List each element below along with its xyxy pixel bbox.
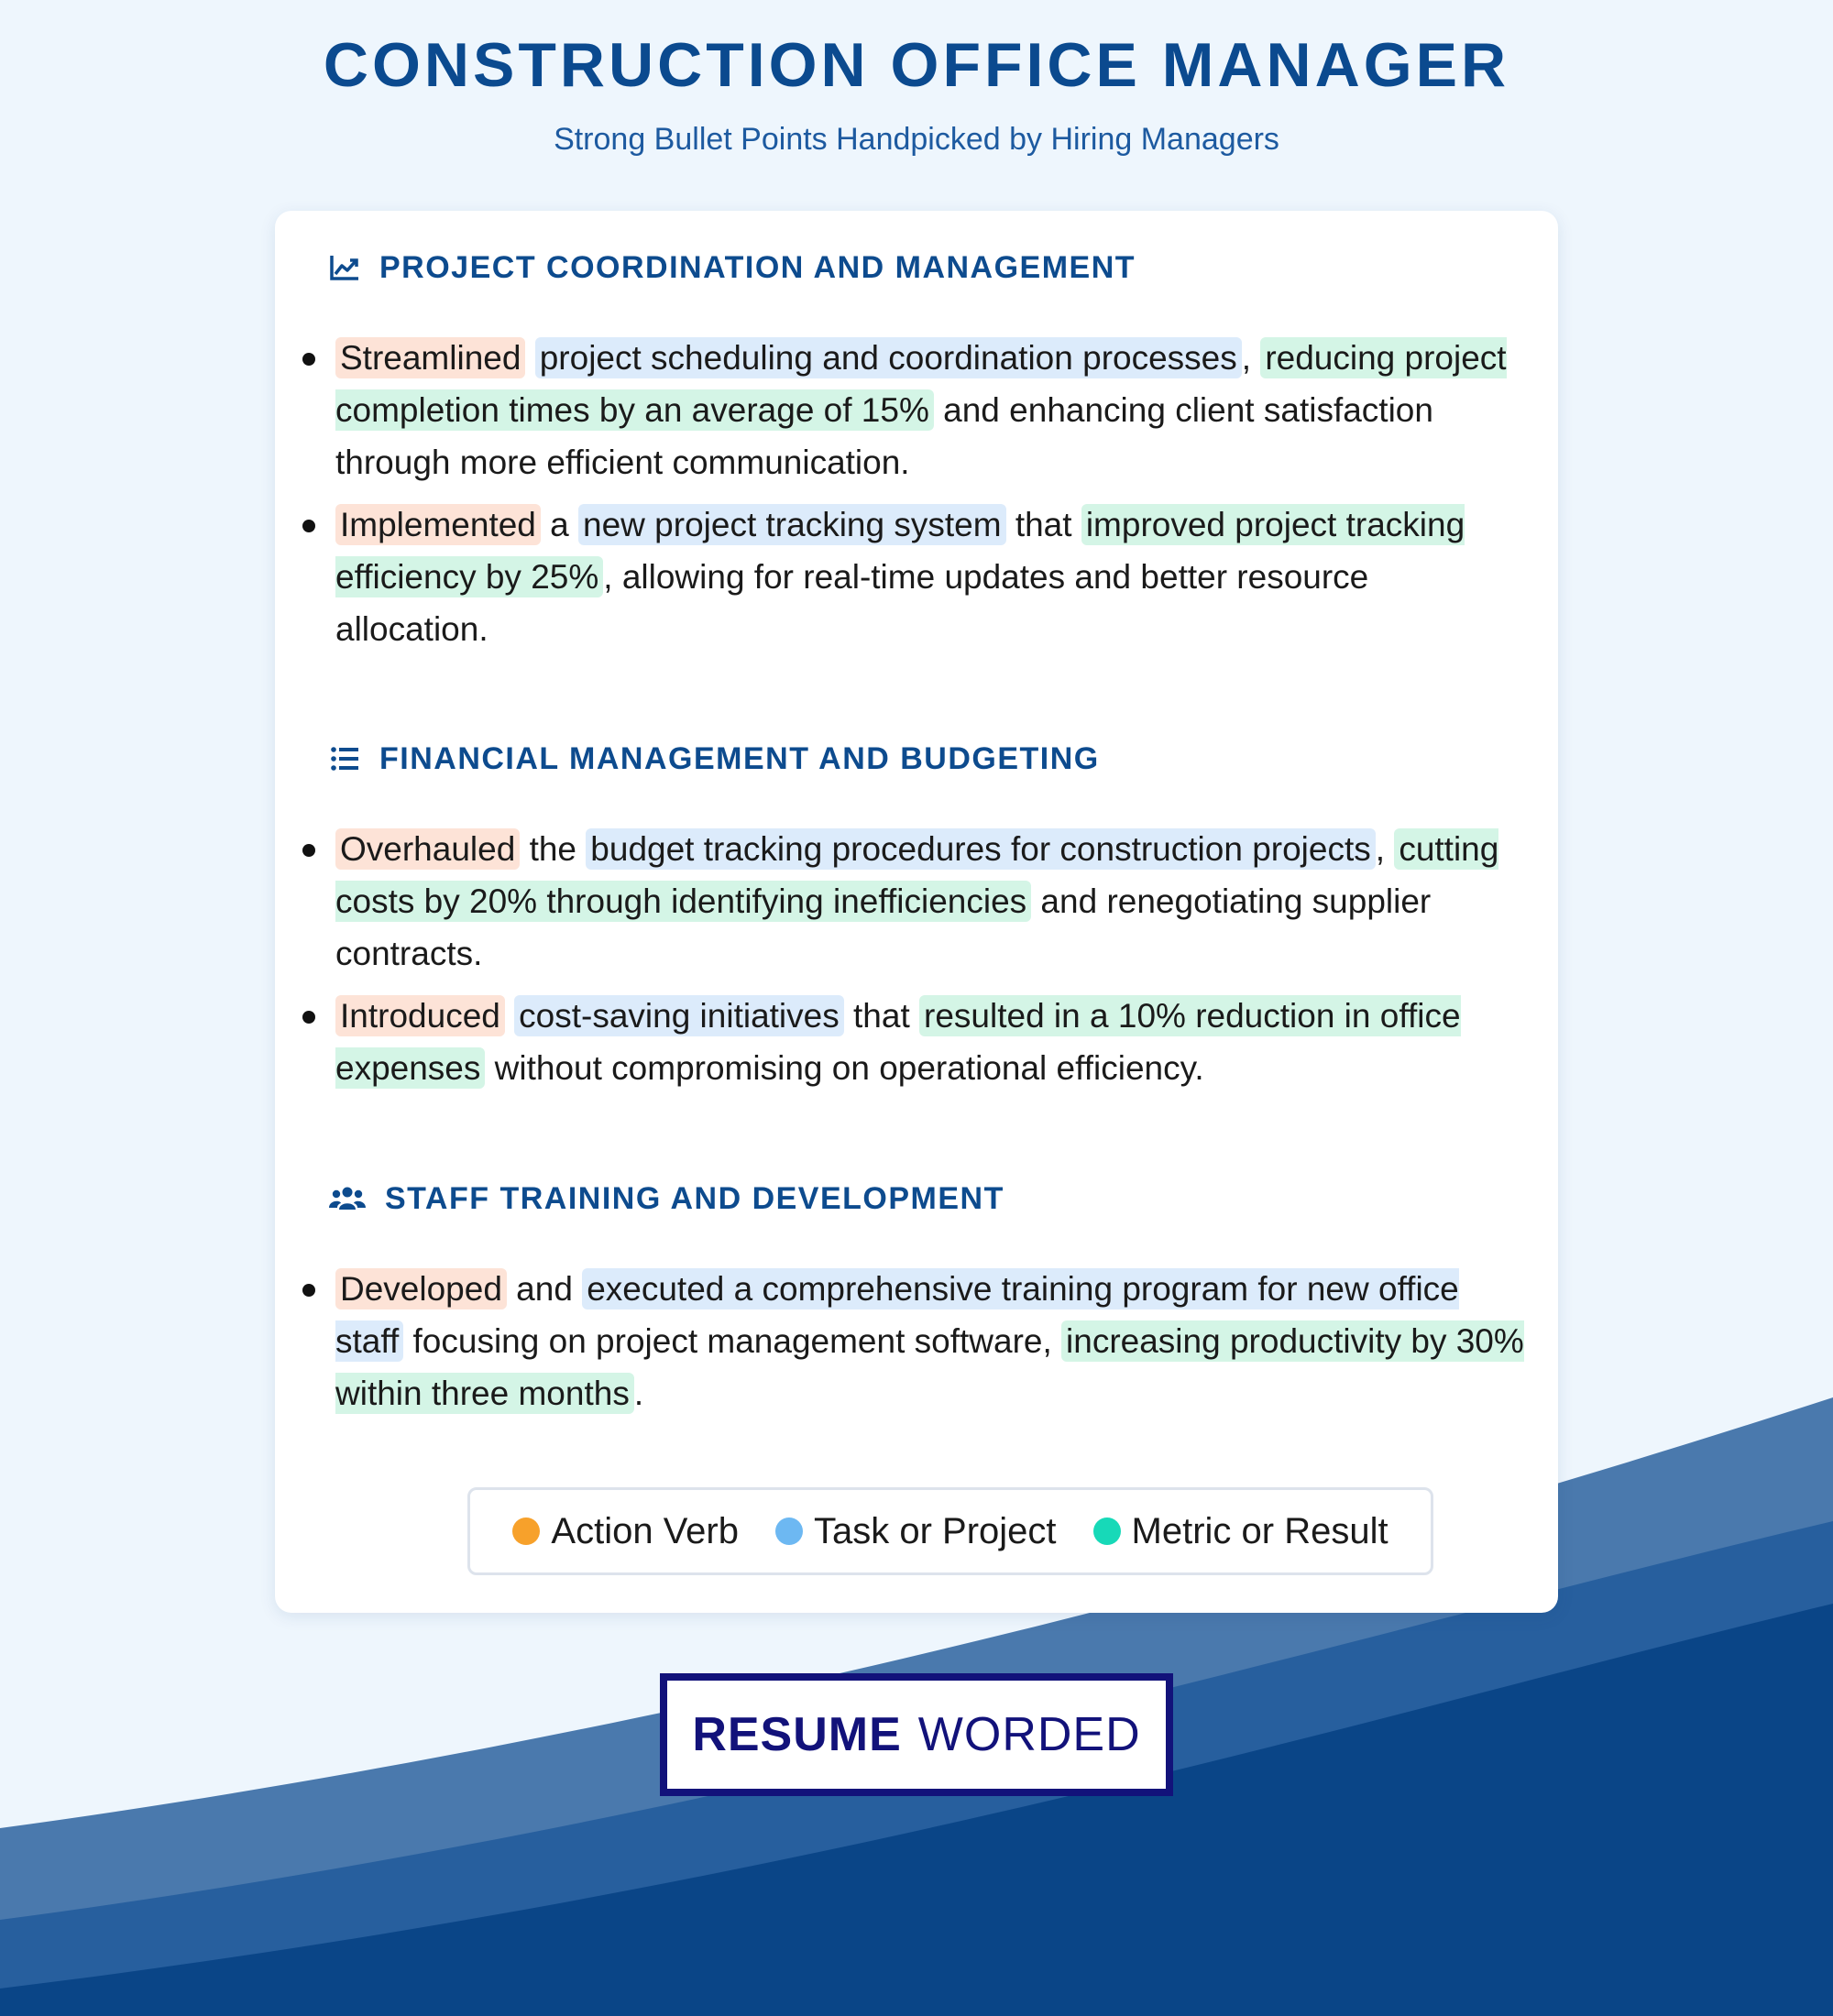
legend-task-project bbox=[775, 1511, 1057, 1552]
bullet-text bbox=[335, 823, 1527, 980]
section-title: PROJECT COORDINATION AND MANAGEMENT bbox=[379, 249, 1136, 285]
page-title: CONSTRUCTION OFFICE MANAGER bbox=[323, 30, 1510, 100]
section-title: FINANCIAL MANAGEMENT AND BUDGETING bbox=[379, 740, 1100, 776]
section-title: STAFF TRAINING AND DEVELOPMENT bbox=[385, 1180, 1004, 1216]
legend-metric-result bbox=[1093, 1511, 1388, 1552]
plain-text bbox=[505, 997, 514, 1035]
action-verb-dot bbox=[512, 1517, 540, 1545]
legend-label: Action Verb bbox=[551, 1510, 739, 1551]
highlight-legend bbox=[467, 1487, 1433, 1575]
metric-highlight: cutting costs by 20% through identifying inefficiencies bbox=[335, 830, 1499, 920]
bullet-text bbox=[335, 1263, 1527, 1419]
task-highlight: executed a comprehensive training program for new office staff bbox=[335, 1270, 1459, 1360]
action-verb-highlight: Introduced bbox=[335, 995, 505, 1036]
line-chart-icon bbox=[328, 251, 361, 284]
plain-text: and renegotiating supplier contracts. bbox=[335, 882, 1432, 972]
action-verb-highlight: Streamlined bbox=[335, 337, 525, 378]
metric-dot bbox=[1093, 1517, 1121, 1545]
plain-text: . bbox=[633, 1375, 644, 1412]
action-verb-highlight: Implemented bbox=[335, 504, 541, 545]
section-header bbox=[328, 1180, 1004, 1217]
bullet-marker bbox=[302, 353, 315, 366]
task-highlight: new project tracking system bbox=[578, 504, 1006, 545]
plain-text: , allowing for real-time updates and better resource allocation. bbox=[335, 558, 1369, 648]
plain-text: a bbox=[540, 506, 579, 543]
bullet-marker bbox=[302, 1011, 315, 1024]
task-highlight: budget tracking procedures for construction projects bbox=[586, 828, 1375, 870]
bullet-text bbox=[335, 332, 1527, 488]
metric-highlight: reducing project completion times by an average of 15% bbox=[335, 339, 1507, 429]
plain-text: and enhancing client satisfaction through more efficient communication. bbox=[335, 391, 1433, 481]
plain-text: , bbox=[1241, 339, 1261, 377]
task-highlight: project scheduling and coordination processes bbox=[535, 337, 1242, 378]
action-verb-highlight: Overhauled bbox=[335, 828, 520, 870]
logo-bold-text: RESUME bbox=[692, 1708, 902, 1761]
plain-text: without compromising on operational efficiency. bbox=[485, 1049, 1204, 1087]
section-header bbox=[328, 740, 1100, 777]
list-icon bbox=[328, 742, 361, 775]
task-dot bbox=[775, 1517, 803, 1545]
legend-label: Metric or Result bbox=[1131, 1510, 1388, 1551]
bullet-marker bbox=[302, 520, 315, 532]
section-header bbox=[328, 249, 1136, 286]
legend-action-verb bbox=[512, 1511, 739, 1552]
plain-text: that bbox=[1005, 506, 1081, 543]
bullet-points-card bbox=[275, 211, 1558, 1613]
logo-light-text: WORDED bbox=[917, 1708, 1141, 1761]
plain-text: the bbox=[520, 830, 587, 868]
bullet-text bbox=[335, 990, 1527, 1094]
bullet-text bbox=[335, 499, 1527, 655]
bullet-marker bbox=[302, 1284, 315, 1297]
legend-label: Task or Project bbox=[813, 1510, 1057, 1551]
page-header bbox=[0, 27, 1833, 158]
plain-text: that bbox=[843, 997, 920, 1035]
plain-text: focusing on project management software, bbox=[403, 1322, 1062, 1360]
metric-highlight: resulted in a 10% reduction in office expenses bbox=[335, 997, 1461, 1087]
resume-worded-logo bbox=[660, 1673, 1173, 1796]
metric-highlight: increasing productivity by 30% within three months bbox=[335, 1322, 1524, 1412]
page-subtitle: Strong Bullet Points Handpicked by Hiring Managers bbox=[554, 122, 1279, 157]
plain-text: , bbox=[1375, 830, 1395, 868]
metric-highlight: improved project tracking efficiency by 25% bbox=[335, 506, 1465, 596]
plain-text: and bbox=[506, 1270, 583, 1308]
task-highlight: cost-saving initiatives bbox=[514, 995, 844, 1036]
bullet-marker bbox=[302, 844, 315, 857]
users-icon bbox=[328, 1182, 367, 1215]
plain-text bbox=[525, 339, 534, 377]
action-verb-highlight: Developed bbox=[335, 1268, 507, 1309]
